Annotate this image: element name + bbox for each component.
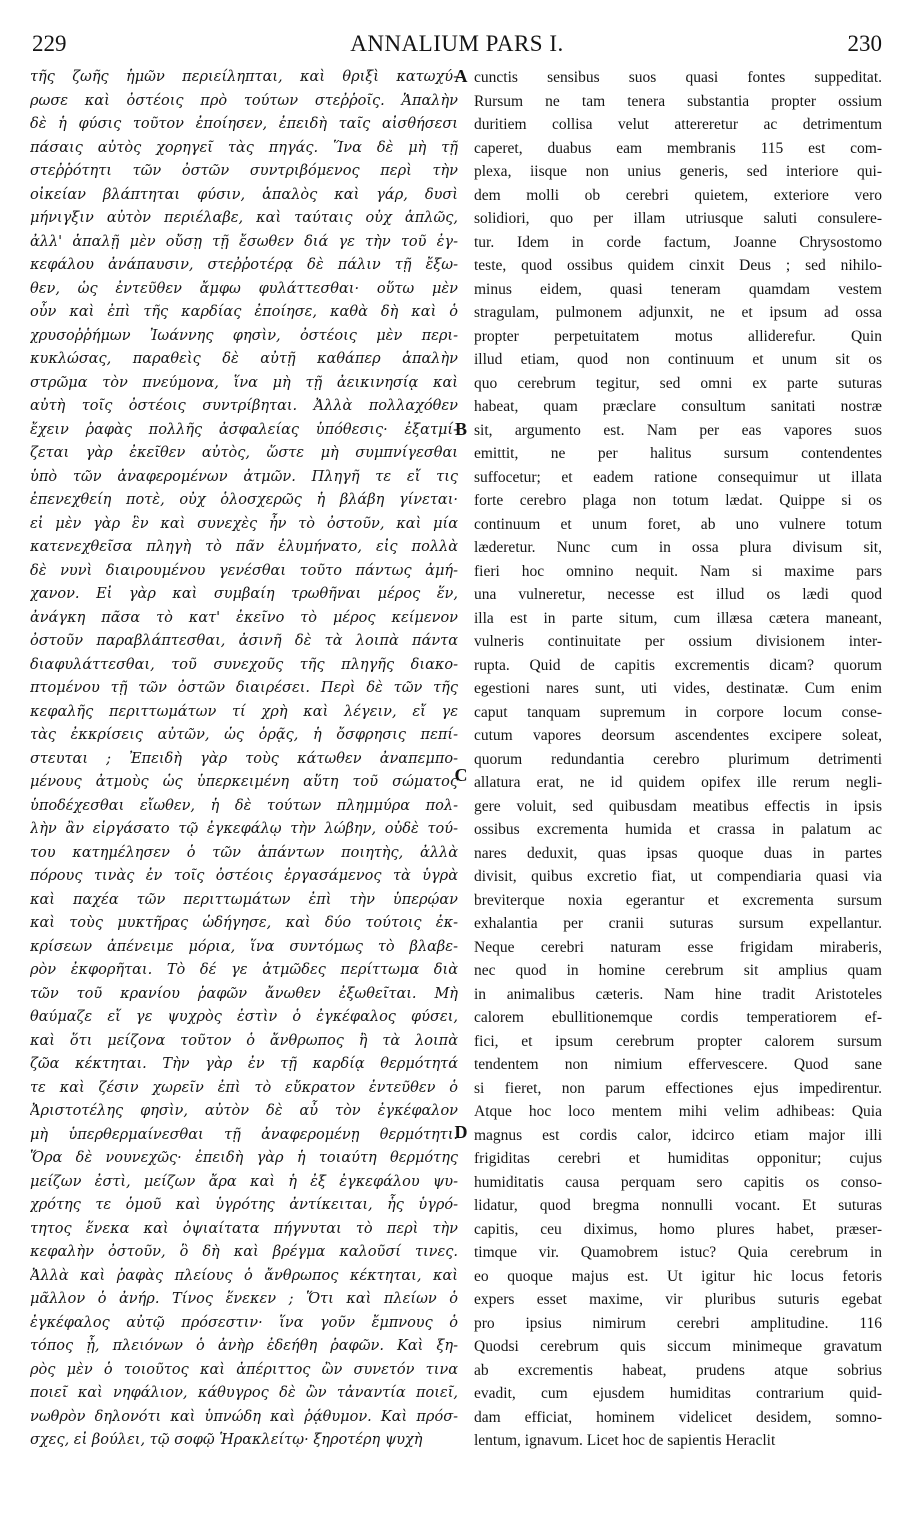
text-line: ὀστοῦν παραβλάπτεσθαι, ἀσινῆ δὲ τὰ λοιπὰ πάντα xyxy=(30,633,458,649)
text-line: κατενεχθεῖσα πληγὴ τὸ πᾶν ἐλυμήνατο, εἰς πολλὰ xyxy=(30,539,458,555)
text-line: caperet, duabus eam membranis 115 est com- xyxy=(474,139,882,157)
text-line: calorem ebullitionemque cordis temperatiorem ef- xyxy=(474,1009,882,1026)
text-line: magnus est cordis calor, idcirco etiam major illi xyxy=(474,1126,882,1144)
text-line: τε καὶ ζέσιν χωρεῖν ἐπὶ τὸ εὔκρατον ἐντεῦθεν ὁ xyxy=(30,1079,458,1096)
text-line: lentum, ignavum. Licet hoc de sapientis Heraclit xyxy=(474,1432,776,1449)
text-line: κεφαλὴν ὀστοῦν, ὃ δὴ καὶ βρέγμα καλοῦσί τινες. xyxy=(30,1244,458,1260)
text-line: eo quoque majus est. Ut igitur hic locus fetoris xyxy=(474,1267,882,1285)
text-line: του κατημέλησεν ὁ τῶν ἁπάντων ποιητὴς, ἀλλὰ xyxy=(30,844,458,861)
text-line: ρὸς μὲν ὁ τοιοῦτος καὶ ἀπέριττος ὢν συνετόν τινα xyxy=(30,1361,458,1378)
text-line: plexa, iisque non unius generis, sed interiore qui- xyxy=(474,163,882,180)
text-line: gere voluit, sed quibusdam meatibus effectis in ipsis xyxy=(474,797,882,815)
text-line: lidatur, quod bregma nonnulli vocant. Et suturas xyxy=(474,1197,882,1214)
text-line: ossibus excrementa humida et crassa in palatum ac xyxy=(474,821,882,838)
text-line: caput tanquam supremum in corpore locum conse- xyxy=(474,703,882,721)
text-line: suffocetur; et eadem ratione consequimur ut illata xyxy=(474,468,882,486)
text-line: divisit, quibus excretio fiat, ut compendiaria quasi via xyxy=(474,868,882,885)
greek-text-column xyxy=(30,66,458,1536)
text-line: Rursum ne tam tenera substantia propter ossium xyxy=(474,92,882,110)
text-line: λὴν ἂν εἰργάσατο τῷ ἐγκεφάλῳ τὴν λώβην, οὐδὲ τού- xyxy=(30,821,458,837)
text-line: ὑπὸ τῶν ἀναφερομένων ἀτμῶν. Πληγῆ τε εἴ τις xyxy=(30,468,458,485)
text-line: Ἀριστοτέλης φησὶν, αὐτὸν δὲ αὖ τὸν ἐγκέφαλον xyxy=(30,1103,458,1119)
text-line: κυκλώσας, παραθεὶς δὲ αὐτῇ καθάπερ ἁπαλὴν xyxy=(30,351,458,367)
text-line: ἀλλ' ἁπαλῇ μὲν οὔσῃ τῇ ἔσωθεν διά γε τὴν τοῦ ἐγ- xyxy=(30,233,458,250)
text-line: nares deduxit, quas ipsas quoque duas in partes xyxy=(474,844,882,862)
text-line: fieri hoc omnino nequit. Nam si maxime pars xyxy=(474,562,882,580)
text-line: tur. Idem in corde factum, Joanne Chrysostomo xyxy=(474,233,882,251)
text-line: vulneris continuitate per ossium divisionem inter- xyxy=(474,633,882,650)
text-line: capitis, ceu diximus, homo plures habet, præser- xyxy=(474,1220,882,1238)
text-line: χρότης τε ὁμοῦ καὶ ὑγρότης ἀντίκειται, ἧς ὑγρό- xyxy=(30,1197,458,1213)
text-line: Atque hoc loco mentem mihi velim adhibeas: Quia xyxy=(474,1103,882,1120)
text-line: allatura erat, ne id quidem opifex ille rerum negli- xyxy=(474,774,882,791)
text-line: χρυσοῤῥήμων Ἰωάννης φησὶν, ὀστέοις μὲν περι- xyxy=(30,327,458,344)
text-line: οἰκείαν βλάπτηται φύσιν, ἁπαλὸς καὶ γάρ, δυσὶ xyxy=(30,186,458,203)
text-line: ὑποδέχεσθαι εἴωθεν, ἡ δὲ τούτων πλημμύρα πολ- xyxy=(30,797,458,814)
text-line: δὲ νυνὶ διαιρουμένου γενέσθαι τοῦτο πάντως ἀμή- xyxy=(30,562,458,579)
text-line: Ὅρα δὲ νουνεχῶς· ἐπειδὴ γὰρ ἡ τοιαύτη θερμότης xyxy=(30,1150,458,1166)
text-line: Ἀλλὰ καὶ ῥαφὰς πλείους ὁ ἄνθρωπος κέκτηται, καὶ xyxy=(30,1267,458,1284)
text-line: πόρους τινὰς ἐν τοῖς ὀστέοις ἐργασάμενος τὰ ὑγρὰ xyxy=(30,868,458,884)
section-marker-b: B xyxy=(454,419,467,439)
text-line: στευται ; Ἐπειδὴ γὰρ τοὺς κάτωθεν ἀναπεμπο- xyxy=(30,750,458,767)
text-line: πάσαις αὐτὸς χορηγεῖ τὰς πηγάς. Ἵνα δὲ μὴ τῇ xyxy=(30,139,458,156)
text-line: ζεται γὰρ ἐκεῖθεν αὐτὸς, ὥστε μὴ συμπνίγεσθαι xyxy=(30,445,458,461)
text-line: αὐτὴ τοῖς ὀστέοις συντρίβηται. Ἀλλὰ πολλαχόθεν xyxy=(30,398,458,414)
text-line: ποιεῖ καὶ νηφάλιον, κάθυγρος δὲ ὢν τἀναντία ποιεῖ, xyxy=(30,1385,458,1401)
section-marker-c: C xyxy=(454,765,468,785)
running-header xyxy=(0,30,914,58)
text-line: τόπος ᾖ, πλειόνων ὁ ἀνὴρ ἐδεήθη ῥαφῶν. Καὶ ξη- xyxy=(30,1338,458,1354)
text-line: μᾶλλον ὁ ἀνήρ. Τίνος ἕνεκεν ; Ὅτι καὶ πλείων ὁ xyxy=(30,1291,458,1307)
section-marker-a: A xyxy=(454,66,468,86)
text-line: illud etiam, quod non continuum et unum sit os xyxy=(474,351,882,368)
text-line: ρωσε καὶ ὀστέοις πρὸ τούτων στεῤῥοῖς. Ἁπαλὴν xyxy=(30,92,458,109)
text-line: cutum vapores deorsum ascendentes excipere soleat, xyxy=(474,727,882,744)
text-line: τῆς ζωῆς ἡμῶν περιείληπται, καὶ θριξὶ κατωχύ- xyxy=(30,69,458,85)
text-line: propter perpetuitatem motus alliderefur. Quin xyxy=(474,327,882,345)
text-line: κρίσεων ἀπένειμε μόρια, ἵνα συντόμως τὸ βλαβε- xyxy=(30,938,458,955)
latin-text-column xyxy=(474,66,882,1536)
text-line: illa est in parte situm, cum illæsa cætera maneant, xyxy=(474,609,882,627)
text-line: μένους ἀτμοὺς ὡς ὑπερκειμένη αὕτη τοῦ σώματος xyxy=(30,774,458,790)
text-line: ἀνάγκη πᾶσα τὸ κατ' ἐκεῖνο τὸ μέρος κείμενον xyxy=(30,609,458,626)
text-line: frigiditas cerebri et humiditas opponitur; cujus xyxy=(474,1150,882,1167)
text-line: quo cerebrum tegitur, sed omni ex parte suturas xyxy=(474,374,882,392)
text-line: minus eidem, quasi teneram quamdam vestem xyxy=(474,280,882,298)
text-line: forte cerebro plaga non totum lædat. Quippe si os xyxy=(474,492,882,509)
text-line: ab excrementis habeat, prudens atque sobrius xyxy=(474,1361,882,1379)
text-line: stragulam, pulmonem adjunxit, ne et ipsum ad ossa xyxy=(474,304,882,321)
text-line: timque vir. Quamobrem istuc? Quia cerebrum in xyxy=(474,1244,882,1261)
text-line: rupta. Quid de capitis excrementis dicam? quorum xyxy=(474,656,882,674)
text-line: dam efficiat, hominem videlicet desidem, somno- xyxy=(474,1408,882,1426)
text-line: emittit, ne per halitus sursum contendentes xyxy=(474,445,882,462)
text-line: una vulneretur, necesse est illud os lædi quod xyxy=(474,586,882,603)
text-line: evadit, cum ejusdem humiditas contrarium quid- xyxy=(474,1385,882,1402)
section-marker-d: D xyxy=(454,1122,468,1142)
text-line: ἐπενεχθείη ποτὲ, οὐχ ὁλοσχερῶς ἡ βλάβη γίνεται· xyxy=(30,492,458,508)
text-line: si fieret, non parum effectiones ejus impedirentur. xyxy=(474,1079,882,1097)
text-line: τῶν τοῦ κρανίου ῥαφῶν ἄνωθεν ἐξωθεῖται. Μὴ xyxy=(30,985,458,1002)
text-line: στρῶμα τὸν πνεύμονα, ἵνα μὴ τῇ ἀεικινησίᾳ καὶ xyxy=(30,374,458,391)
text-line: habeat, quam præclare consultum sanitati nostræ xyxy=(474,398,882,415)
text-line: sit, argumento est. Nam per eas vapores suos xyxy=(474,421,882,439)
text-line: καὶ τοὺς μυκτῆρας ὡδήγησε, καὶ δύο τούτοις ἐκ- xyxy=(30,915,458,931)
text-line: καὶ ὅτι μείζονα τοῦτον ὁ ἄνθρωπος ἢ τὰ λοιπὰ xyxy=(30,1032,458,1049)
page-number-left: 229 xyxy=(32,31,67,56)
text-line: breviterque noxia egerantur et excrementa sursum xyxy=(474,891,882,909)
text-line: οὖν καὶ ἐπὶ τῆς καρδίας ἐποίησε, καθὰ δὴ καὶ ὁ xyxy=(30,304,458,320)
text-line: læderetur. Nunc cum in ossa plura divisum sit, xyxy=(474,539,882,556)
text-line: teste, quod ossibus quidem cinxit Deus ; sed nihilo- xyxy=(474,257,882,274)
text-line: χανον. Εἰ γὰρ καὶ συμβαίη τρωθῆναι μέρος ἕν, xyxy=(30,586,458,602)
text-line: dem molli ob cerebri quietem, exteriore vero xyxy=(474,186,882,204)
text-line: δὲ ἡ φύσις τοῦτον ἐποίησεν, ἐπειδὴ ταῖς αἰσθήσεσι xyxy=(30,116,458,132)
text-line: ἔχειν ῥαφὰς πολλῆς ἀσφαλείας ὑπόθεσις· ἐξατμί- xyxy=(30,421,458,438)
text-line: fici, et ipsum cerebrum propter calorem sursum xyxy=(474,1032,882,1050)
text-line: εἰ μὲν γὰρ ἓν καὶ συνεχὲς ἦν τὸ ὀστοῦν, καὶ μία xyxy=(30,515,458,532)
text-line: σχες, εἰ βούλει, τῷ σοφῷ Ἡρακλείτῳ· ξηροτέρη ψυχὴ xyxy=(30,1432,423,1448)
text-line: duritiem collisa velut attereretur ac detrimentum xyxy=(474,116,882,133)
text-line: ἐγκέφαλος αὐτῷ πρόσεστιν· ἵνα γοῦν ἔμπνους ὁ xyxy=(30,1314,458,1331)
text-line: exhalantia per cranii suturas sursum expellantur. xyxy=(474,915,882,932)
text-line: νωθρὸν δηλονότι καὶ ὑπνώδη καὶ ῥᾴθυμον. Καὶ πρόσ- xyxy=(30,1408,458,1425)
text-line: κεφαλῆς περιττωμάτων τί χρὴ καὶ λέγειν, εἴ γε xyxy=(30,703,458,720)
text-line: pro ipsius nimirum cerebri amplitudine. 116 xyxy=(474,1314,882,1332)
text-line: continuum et unum foret, ab uno vulnere totum xyxy=(474,515,882,533)
text-line: στεῤῥότητι τῶν ὀστῶν συντριβόμενος περὶ τὴν xyxy=(30,163,458,179)
text-line: solidiori, quo per illam utriusque saluti consulere- xyxy=(474,210,882,227)
text-line: πτομένου τῇ τῶν ὀστῶν διαιρέσει. Περὶ δὲ τῶν τῆς xyxy=(30,680,458,696)
text-line: ζῶα κέκτηται. Τὴν γὰρ ἐν τῇ καρδίᾳ θερμότητά xyxy=(30,1056,458,1072)
page-number-right: 230 xyxy=(847,31,882,56)
text-line: quorum redundantia cerebro plurimum detrimenti xyxy=(474,750,882,768)
text-line: μήνιγξιν αὐτὸν περιέλαβε, καὶ ταύταις οὐχ ἁπλῶς, xyxy=(30,210,458,226)
text-line: διαφυλάττεσθαι, τοῦ συνεχοῦς τῆς πληγῆς διακο- xyxy=(30,656,458,673)
text-line: cunctis sensibus suos quasi fontes suppeditat. xyxy=(474,69,882,86)
text-line: nec quod in homine cerebrum sit amplius quam xyxy=(474,962,882,979)
text-line: egestioni nares sunt, uti vides, destinatæ. Cum enim xyxy=(474,680,882,697)
text-line: θεν, ὡς ἐντεῦθεν ἄμφω φυλάττεσθαι· οὕτω μὲν xyxy=(30,280,458,297)
text-line: μείζων ἐστὶ, μείζων ἄρα καὶ ἡ ἐξ ἐγκεφάλου ψυ- xyxy=(30,1173,458,1190)
text-line: humiditatis causa perquam sero capitis os conso- xyxy=(474,1173,882,1191)
text-line: Neque cerebri naturam esse frigidam miraberis, xyxy=(474,938,882,956)
text-line: μὴ ὑπερθερμαίνεσθαι τῇ ἀναφερομένῃ θερμότητι. xyxy=(30,1126,458,1143)
text-line: κεφάλου ἀνάπαυσιν, στεῤῥοτέρᾳ δὲ πάλιν τῇ ἔξω- xyxy=(30,257,458,273)
text-line: θαύμαζε εἴ γε ψυχρὸς ἐστὶν ὁ ἐγκέφαλος φύσει, xyxy=(30,1009,458,1025)
text-line: καὶ παχέα τῶν περιττωμάτων ἐπὶ τὴν ὑπερῴαν xyxy=(30,891,458,908)
text-line: τητος ἕνεκα καὶ ὀψιαίτατα πήγνυται τὸ περὶ τὴν xyxy=(30,1220,458,1237)
text-line: ρὸν ἐκφορῆται. Τὸ δέ γε ἀτμῶδες περίττωμα διὰ xyxy=(30,962,458,978)
text-line: expers esset maxime, vir pluribus suturis egebat xyxy=(474,1291,882,1308)
text-line: in animalibus cæteris. Nam hine tradit Aristoteles xyxy=(474,985,882,1003)
running-title: ANNALIUM PARS I. xyxy=(350,31,564,56)
text-line: τὰς ἐκκρίσεις αὐτῶν, ὡς ὁρᾷς, ἡ ὄσφρησις πεπί- xyxy=(30,727,458,743)
text-line: Quodsi cerebrum quis siccum minimeque gravatum xyxy=(474,1338,882,1355)
text-line: tendentem non nimium effervescere. Quod sane xyxy=(474,1056,882,1073)
